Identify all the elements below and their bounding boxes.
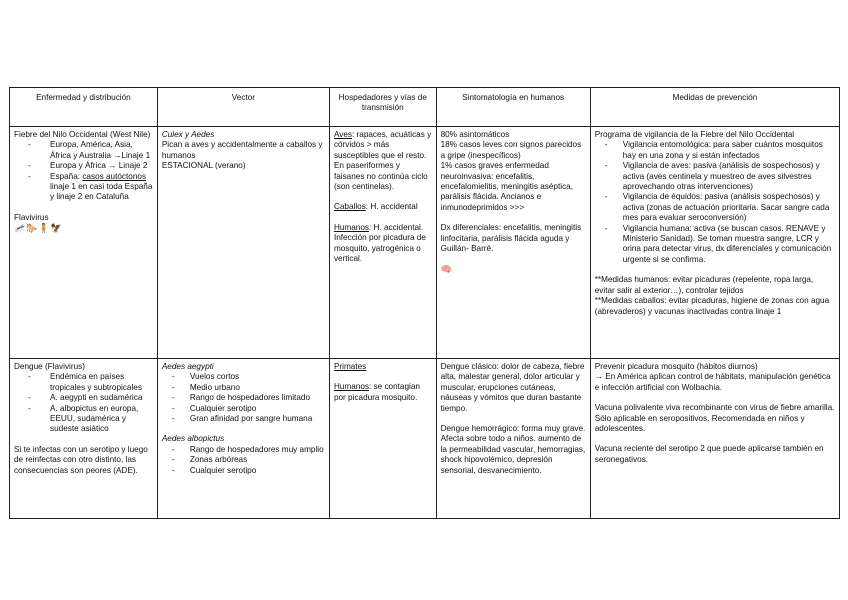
header-prevention: Medidas de prevención [590, 88, 839, 127]
list-item: - Medio urbano [166, 383, 325, 393]
disease-table [9, 87, 840, 519]
list-item: - Gran afinidad por sangre humana [166, 414, 325, 424]
cell-prevention: Programa de vigilancia de la Fiebre del Nilo Occidental - Vigilancia entomológica: para saber cuántos mosquitos hay en una zona y si están infectados - Vigilancia de aves: pasiva (análisis de sospechosos) y activa (aves centinela y muestreo de aves silvestres aprovechando otras intervenciones) - Vigilancia de équidos: pasiva (análisis sospechosos) y activa (zonas de actuación prioritaria. Sacar sangre cada mes para evaluar seroconversión) - Vigilancia humana: activa (se buscan casos. RENAVE y Ministerio Sanidad). Se toman muestra sangre, LCR y orina para detectar virus, dx diferenciales y comunicación urgente si se confirma. **Medidas humanos: evitar picaduras (repelente, ropa larga, evitar salir al exterior…), controlar tejidos **Medidas caballos: evitar picaduras, higiene de zonas con agua (abrevaderos) y vacunas inactivadas contra linaje 1 [590, 127, 839, 359]
list-item: - Europa, América, Asia, África y Australia →Linaje 1 [22, 140, 153, 161]
list-item: - Cualquier serotipo [166, 466, 325, 476]
list-item: - Europa y África → Linaje 2 [22, 161, 153, 171]
disease-title: Dengue (Flavivirus) [14, 362, 85, 371]
list-item: - Rango de hospedadores limitado [166, 393, 325, 403]
brain-icon: 🧠 [440, 264, 452, 275]
list-item: - Vigilancia humana: activa (se buscan casos. RENAVE y Ministerio Sanidad). Se toman muestra sangre, LCR y orina para detectar virus, dx diferenciales y comunicación urgente si se confirma. [599, 224, 835, 266]
cell-hosts: Aves: rapaces, acuáticas y córvidos > más susceptibles que el resto. En paseriformes y faisanes no continúa ciclo (son centinelas). Caballos: H. accidental Humanos: H. accidental. Infección por picadura de mosquito, yatrogénica o vertical. [329, 127, 436, 359]
disease-title: Fiebre del Nilo Occidental (West Nile) [14, 130, 151, 139]
cell-hosts: Primates Humanos: se contagian por picadura mosquito. [329, 359, 436, 519]
list-item: - Zonas arbóreas [166, 455, 325, 465]
cell-vector: Culex y Aedes Pican a aves y accidentalmente a caballos y humanos ESTACIONAL (verano) [157, 127, 329, 359]
list-item: - Vigilancia de aves: pasiva (análisis de sospechosos) y activa (aves centinela y muestreo de aves silvestres aprovechando otras intervenciones) [599, 161, 835, 192]
list-item: - España: casos autóctonos linaje 1 en casi toda España y linaje 2 en Cataluña [22, 172, 153, 203]
header-vector: Vector [157, 88, 329, 127]
vector-name: Aedes albopictus [161, 434, 225, 444]
header-row [10, 88, 840, 127]
list-item: - A. aegypti en sudamérica [22, 393, 153, 403]
vector-name: Aedes aegypti [161, 362, 214, 371]
cell-disease: Dengue (Flavivirus) - Endémica en países tropicales y subtropicales - A. aegypti en sudamérica - A. albopictus en europa, EEUU, sudamérica y sudeste asiático Si te infectas con un serotipo y luego de reinfectas con otro distinto, las consecuencias son peores (ADE). [10, 359, 158, 519]
cell-symptoms: Dengue clásico: dolor de cabeza, fiebre alta, malestar general, dolor articular y muscular, erupciones cutáneas, náuseas y vómitos que duran bastante tiempo. Dengue hemorrágico: forma muy grave. Afecta sobre todo a niños. aumento de la permeabilidad vascular, hemorragias, shock hipovolémico, depresión sensorial, desvanecimiento. [436, 359, 590, 519]
transmission-icons: 🦟🐎🧍🦅 [14, 223, 63, 234]
virus-family: Flavivirus [14, 212, 49, 222]
table-row [10, 359, 840, 519]
header-symptoms: Sintomatología en humanos [436, 88, 590, 127]
cell-disease [10, 127, 158, 359]
autochthonous-link[interactable]: casos autóctonos [82, 171, 147, 181]
list-item: - Vigilancia de équidos: pasiva (análisis sospechosos) y activa (zonas de actuación prioritaria. Sacar sangre cada mes para evaluar seroconversión) [599, 192, 835, 223]
cell-vector [157, 359, 329, 519]
list-item: - Cualquier serotipo [166, 404, 325, 414]
header-disease: Enfermedad y distribución [10, 88, 158, 127]
header-hosts: Hospedadores y vías de transmisión [329, 88, 436, 127]
table-row [10, 127, 840, 359]
cell-prevention: Prevenir picadura mosquito (hábitos diurnos) → En América aplican control de hábitats, manipulación genética e infección artificial con Wolbachia. Vacuna polivalente viva recombinante con virus de fiebre amarilla. Sólo aplicable en seropositivos. Recomendada en niños y adolescentes. Vacuna reciente del serotipo 2 que puede aplicarse también en seronegativos. [590, 359, 839, 519]
cell-symptoms: 80% asintomáticos 18% casos leves con signos parecidos a gripe (inespecíficos) 1% casos graves enfermedad neuroinvasiva: encefalitis, encefalomielitis, meningitis aséptica, parálisis flácida. Ancianos e inmunodeprimidos >>> Dx diferenciales: encefalitis, meningitis linfocitaria, parálisis flácida aguda y Guillán- Barré. 🧠 [436, 127, 590, 359]
list-item: - Vuelos cortos [166, 372, 325, 382]
vector-name: Culex y Aedes [161, 130, 215, 139]
list-item: - Endémica en países tropicales y subtropicales [22, 372, 153, 393]
list-item: - Rango de hospedadores muy amplio [166, 445, 325, 455]
list-item: - Vigilancia entomológica: para saber cuántos mosquitos hay en una zona y si están infectados [599, 140, 835, 161]
list-item: - A. albopictus en europa, EEUU, sudamérica y sudeste asiático [22, 404, 153, 435]
